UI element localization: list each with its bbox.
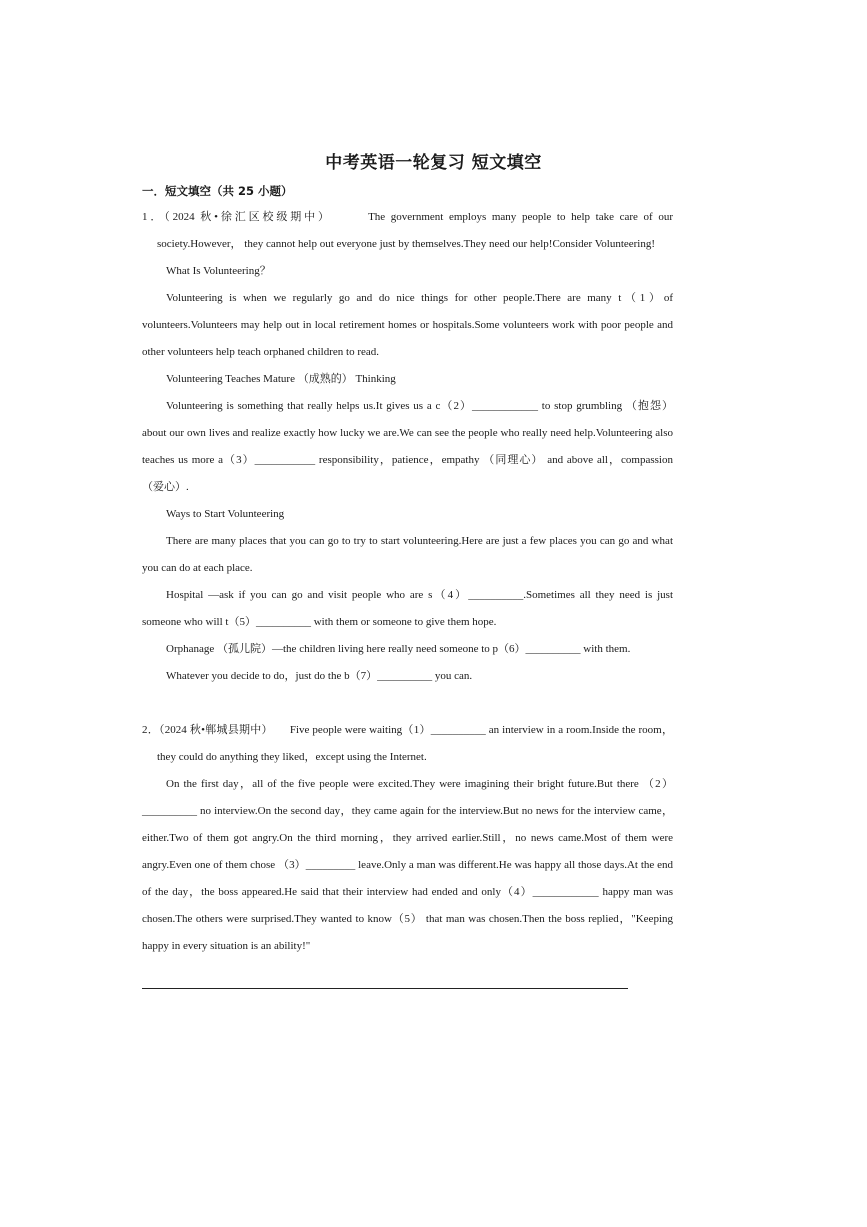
- heading-ways-to-start: Ways to Start Volunteering: [166, 508, 285, 520]
- paragraph-teaches-mature-thinking: Volunteering is something that really helps us.It gives us a c（2）____________ to stop grumbling （抱怨） about our own lives and realize exactly how lucky we are.We can see the people who really need help.Volunteering also teaches us more a（3）___________ responsibility，patience，empathy （同理心） and above all，compassion （爱心）.: [142, 400, 673, 493]
- paragraph-what-is-volunteering: Volunteering is when we regularly go and do nice things for other people.There are many t（1）of volunteers.Volunteers may help out in local retirement homes or hospitals.Some volunteers work with poor people and other volunteers help teach orphaned children to read.: [142, 292, 673, 358]
- heading-teaches-mature-thinking: Volunteering Teaches Mature （成熟的） Thinking: [166, 373, 396, 385]
- bottom-divider: [142, 988, 628, 989]
- paragraph-orphanage: Orphanage （孤儿院）—the children living here really need someone to p（6）__________ with them.: [166, 643, 631, 655]
- question-1: [142, 204, 673, 690]
- paragraph-ways-to-start: There are many places that you can go to try to start volunteering.Here are just a few places you can go and what you can do at each place.: [142, 535, 673, 574]
- question-2-intro: 2．（2024 秋•郸城县期中） Five people were waiting（1）__________ an interview in a room.Inside the room，they could do anything they liked，except using the Internet.: [142, 724, 673, 763]
- question-1-intro: 1．（2024 秋•徐汇区校级期中） The government employs many people to help take care of our society.However， they cannot help out everyone just by themselves.They need our help!Consider Volunteering!: [142, 211, 673, 250]
- section-heading: 一．短文填空（共 25 小题）: [142, 184, 293, 198]
- question-2: [142, 717, 673, 960]
- paragraph-hospital: Hospital —ask if you can go and visit people who are s（4）__________.Sometimes all they need is just someone who will t（5）__________ with them or someone to give them hope.: [142, 589, 673, 628]
- paragraph-interview-story: On the first day，all of the five people were excited.They were imagining their bright future.But there （2）__________ no interview.On the second day，they came again for the interview.But no news for the interview came，either.Two of them got angry.On the third morning，they arrived earlier.Still，no news came.Most of them were angry.Even one of them chose （3）_________ leave.Only a man was different.He was happy all those days.At the end of the day，the boss appeared.He said that their interview had ended and only（4）____________ happy man was chosen.The others were surprised.They wanted to know（5） that man was chosen.Then the boss replied，"Keeping happy in every situation is an ability!": [142, 778, 673, 952]
- paragraph-whatever: Whatever you decide to do，just do the b（7）__________ you can.: [166, 670, 473, 682]
- document-title: 中考英语一轮复习 短文填空: [325, 153, 542, 173]
- heading-what-is-volunteering: What Is Volunteering？: [166, 265, 271, 277]
